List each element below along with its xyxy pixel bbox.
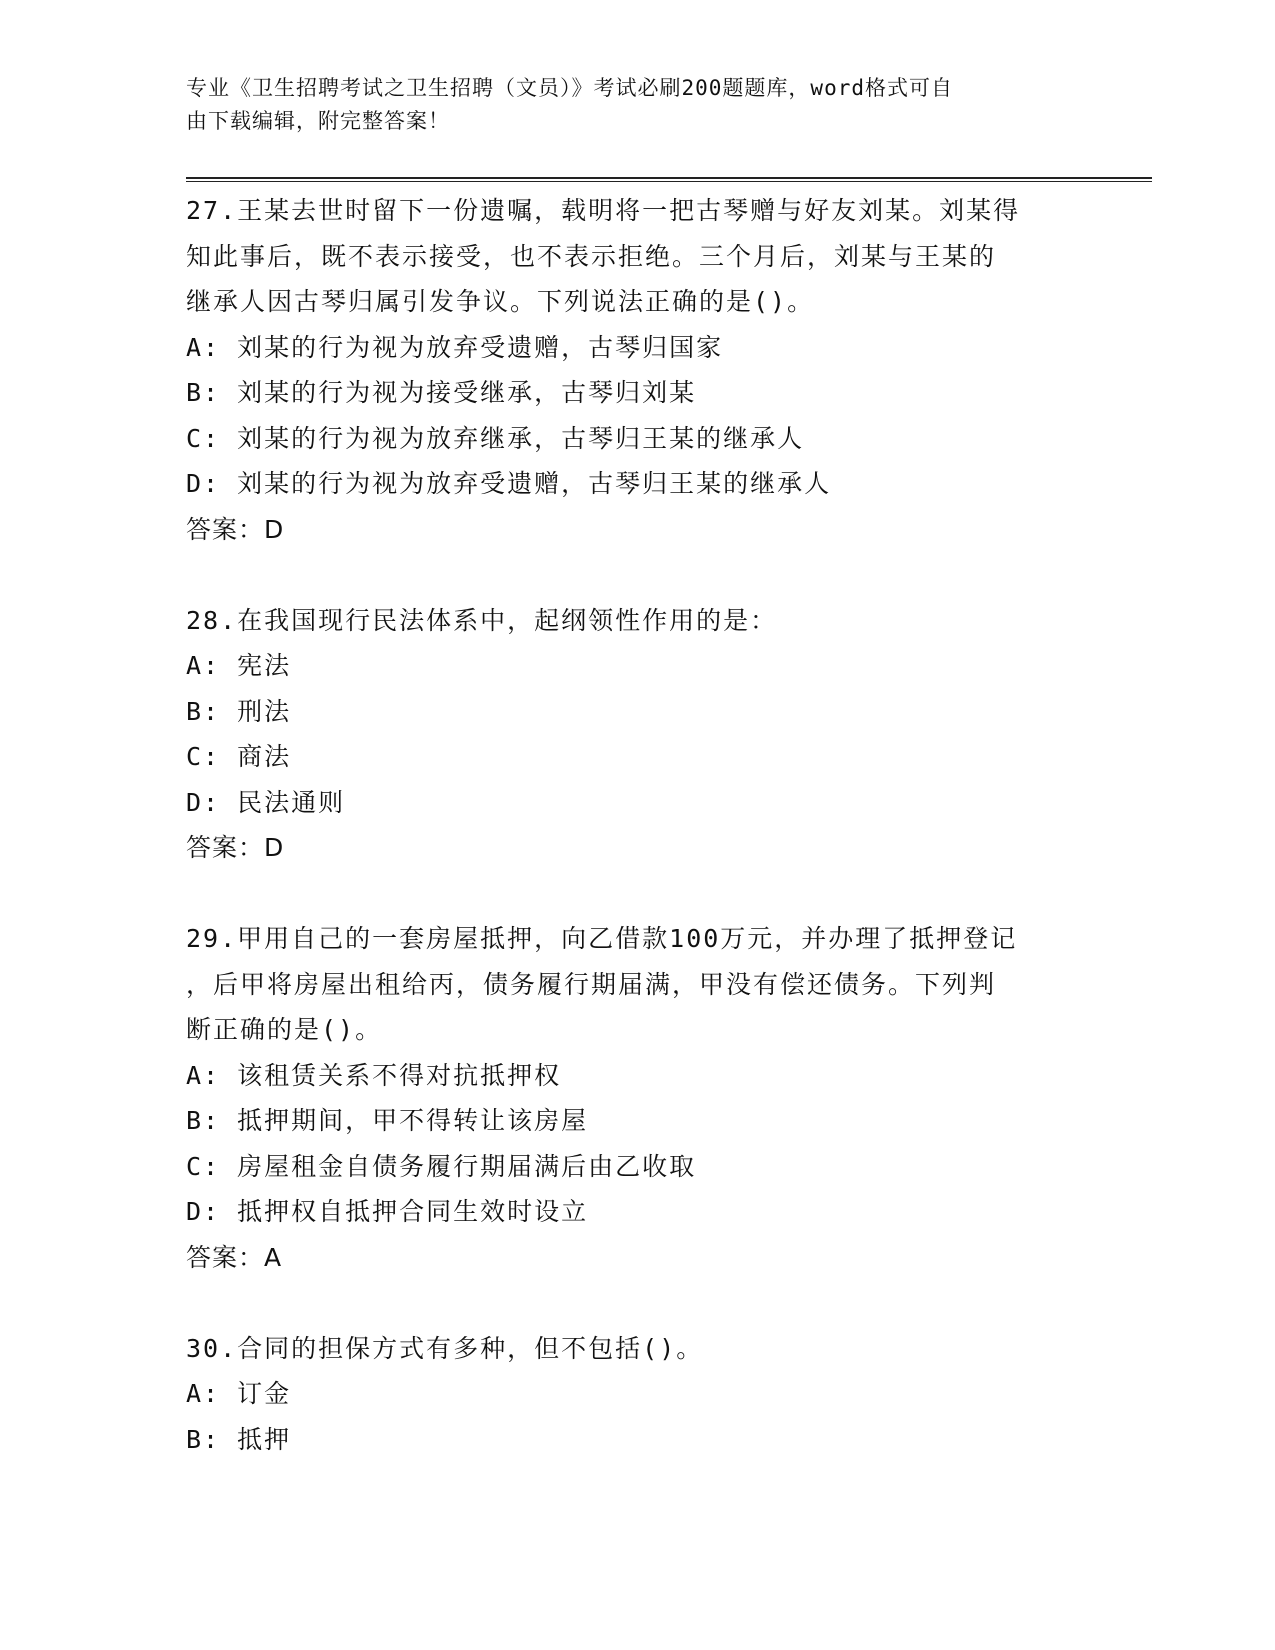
header-line-1: 专业《卫生招聘考试之卫生招聘（文员）》考试必刷200题题库，word格式可自 bbox=[186, 76, 953, 100]
question-stem-line: 知此事后，既不表示接受，也不表示拒绝。三个月后，刘某与王某的 bbox=[186, 241, 997, 271]
question-stem-line: 30.合同的担保方式有多种，但不包括()。 bbox=[186, 1333, 704, 1363]
question-stem-line: 断正确的是()。 bbox=[186, 1015, 383, 1044]
answer-line: 答案：A bbox=[186, 1242, 283, 1272]
question-30 bbox=[186, 1326, 1086, 1463]
question-stem-line: 28.在我国现行民法体系中，起纲领性作用的是： bbox=[186, 605, 778, 635]
question-stem-line: 继承人因古琴归属引发争议。下列说法正确的是()。 bbox=[186, 287, 815, 316]
question-29 bbox=[186, 916, 1086, 1280]
question-stem-line: 29.甲用自己的一套房屋抵押，向乙借款100万元，并办理了抵押登记 bbox=[186, 924, 1018, 953]
document-header bbox=[186, 72, 1066, 138]
option-a: A: 刘某的行为视为放弃受遗赠，古琴归国家 bbox=[186, 332, 724, 362]
question-spacer bbox=[186, 871, 1086, 917]
option-b: B: 刑法 bbox=[186, 696, 292, 726]
option-c: C: 房屋租金自债务履行期届满后由乙收取 bbox=[186, 1151, 697, 1181]
answer-line: 答案：D bbox=[186, 514, 285, 544]
option-b: B: 抵押 bbox=[186, 1424, 292, 1454]
question-28 bbox=[186, 598, 1086, 871]
option-d: D: 民法通则 bbox=[186, 787, 346, 817]
option-a: A: 宪法 bbox=[186, 651, 292, 680]
question-stem-line: ，后甲将房屋出租给丙，债务履行期届满，甲没有偿还债务。下列判 bbox=[186, 969, 997, 999]
option-d: D: 刘某的行为视为放弃受遗赠，古琴归王某的继承人 bbox=[186, 469, 832, 498]
option-a: A: 订金 bbox=[186, 1379, 292, 1408]
option-c: C: 刘某的行为视为放弃继承，古琴归王某的继承人 bbox=[186, 423, 805, 453]
option-c: C: 商法 bbox=[186, 742, 292, 771]
header-divider bbox=[186, 177, 1152, 182]
option-a: A: 该租赁关系不得对抗抵押权 bbox=[186, 1060, 562, 1090]
header-line-2: 由下载编辑，附完整答案！ bbox=[186, 109, 450, 133]
question-stem-line: 27.王某去世时留下一份遗嘱，载明将一把古琴赠与好友刘某。刘某得 bbox=[186, 196, 1021, 225]
option-d: D: 抵押权自抵押合同生效时设立 bbox=[186, 1197, 589, 1226]
option-b: B: 刘某的行为视为接受继承，古琴归刘某 bbox=[186, 378, 697, 407]
question-spacer bbox=[186, 1280, 1086, 1326]
question-list bbox=[186, 188, 1086, 1462]
question-spacer bbox=[186, 552, 1086, 598]
question-27 bbox=[186, 188, 1086, 552]
answer-line: 答案：D bbox=[186, 833, 285, 862]
option-b: B: 抵押期间，甲不得转让该房屋 bbox=[186, 1106, 589, 1135]
